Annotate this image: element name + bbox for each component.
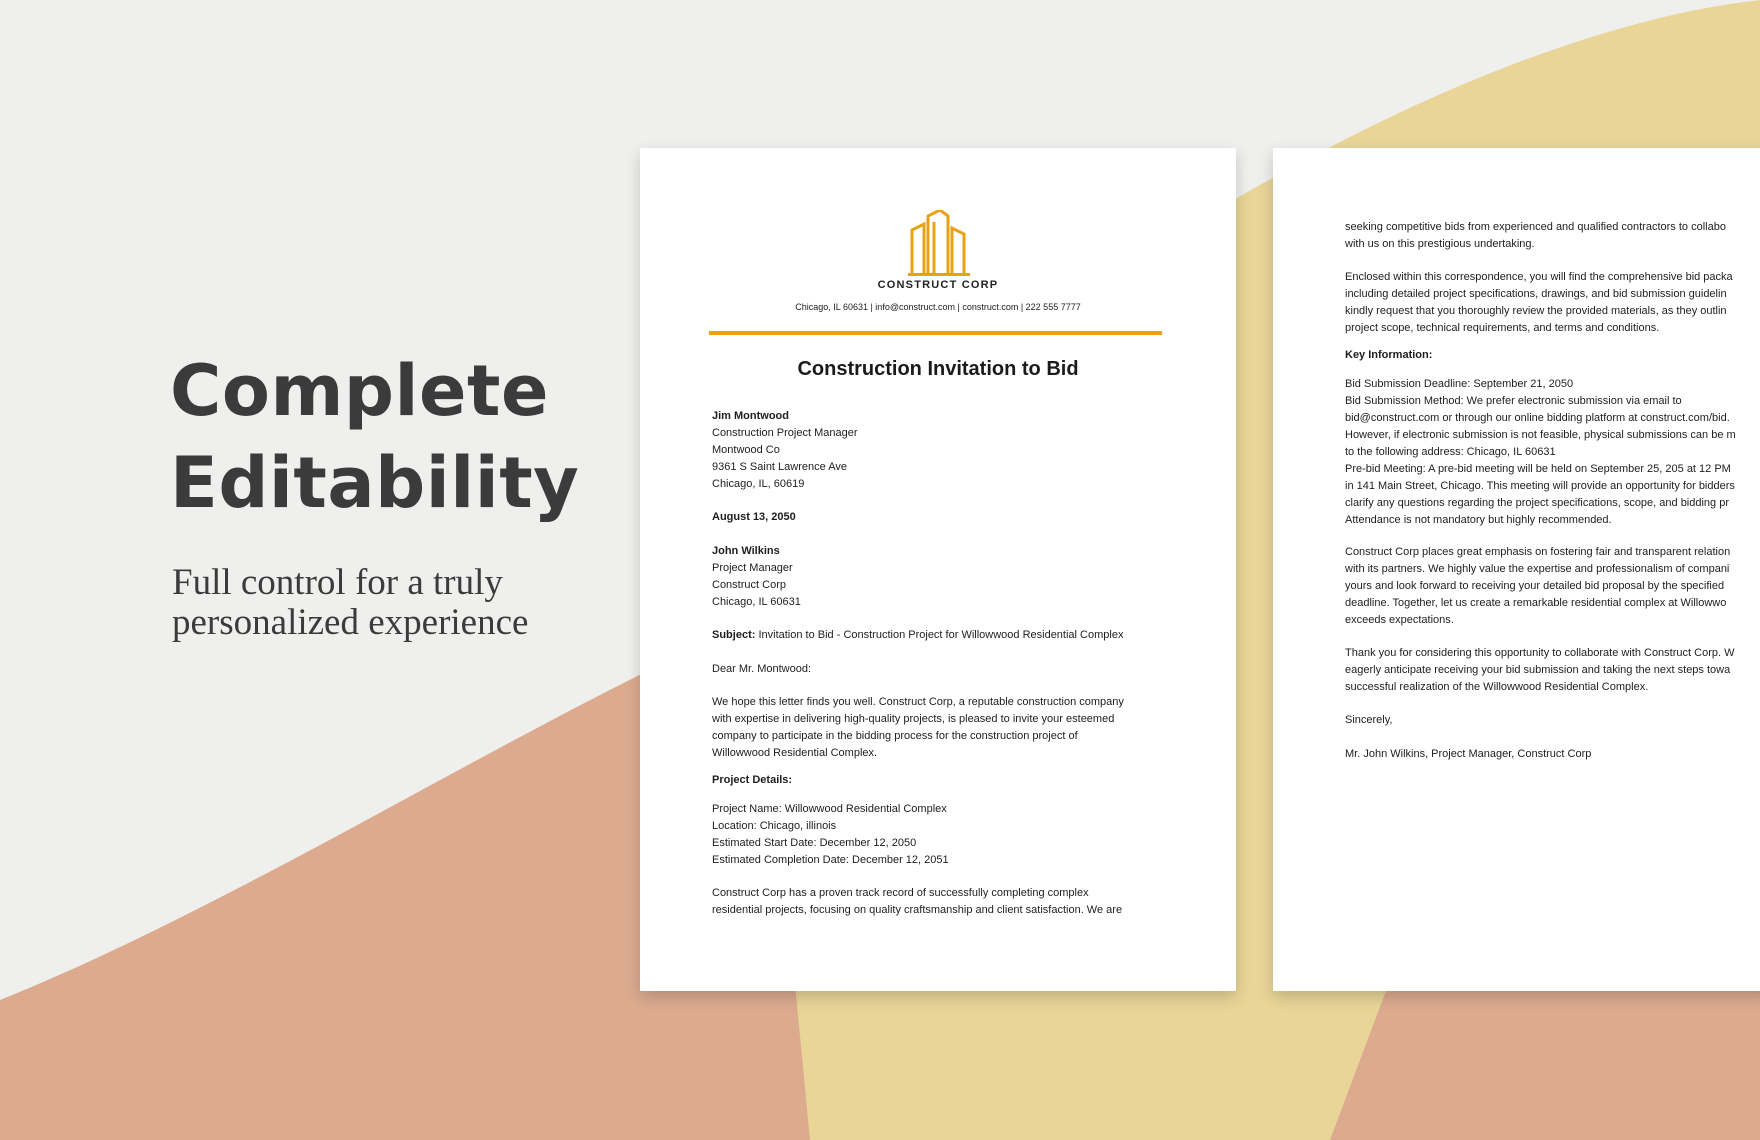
text-line: project scope, technical requirements, and terms and conditions. — [1345, 322, 1660, 334]
intro-paragraph — [712, 694, 1182, 762]
recipient-line: Montwood Co — [712, 444, 780, 456]
text-line: However, if electronic submission is not feasible, physical submissions can be m — [1345, 429, 1736, 441]
hero-title-line1: Complete — [170, 350, 549, 432]
page2-paragraph-2 — [1345, 269, 1760, 337]
page2-paragraph-4 — [1345, 645, 1760, 696]
text-line: kindly request that you thoroughly review the provided materials, as they outlin — [1345, 305, 1727, 317]
hero-title-line2: Editability — [170, 442, 580, 524]
text-line: residential projects, focusing on quality craftsmanship and client satisfaction. We are — [712, 904, 1123, 916]
text-line: with us on this prestigious undertaking. — [1345, 238, 1535, 250]
text-line: Location: Chicago, illinois — [712, 820, 837, 832]
track-record-paragraph — [712, 885, 1182, 919]
text-line: Enclosed within this correspondence, you will find the comprehensive bid packa — [1345, 271, 1733, 283]
sender-block — [712, 543, 1182, 611]
text-line: Attendance is not mandatory but highly recommended. — [1345, 514, 1612, 526]
text-line: Bid Submission Method: We prefer electronic submission via email to — [1345, 395, 1682, 407]
sender-line: Project Manager — [712, 562, 793, 574]
text-line: Willowwood Residential Complex. — [712, 747, 878, 759]
text-line: to the following address: Chicago, IL 60631 — [1345, 446, 1556, 458]
letter-page-1 — [640, 148, 1236, 991]
header-divider — [709, 331, 1162, 335]
hero-subtitle-line2: personalized experience — [172, 602, 529, 643]
salutation: Dear Mr. Montwood: — [712, 663, 812, 675]
signature-line: Mr. John Wilkins, Project Manager, Construct Corp — [1345, 748, 1592, 760]
hero-subtitle — [172, 563, 640, 643]
text-line: yours and look forward to receiving your detailed bid proposal by the specified — [1345, 580, 1725, 592]
text-line: We hope this letter finds you well. Construct Corp, a reputable construction company — [712, 696, 1124, 708]
subject-line — [712, 627, 1182, 644]
document-title: Construction Invitation to Bid — [797, 358, 1079, 380]
text-line: bid@construct.com or through our online bidding platform at construct.com/bid. — [1345, 412, 1730, 424]
text-line: deadline. Together, let us create a remarkable residential complex at Willowwo — [1345, 597, 1727, 609]
recipient-name: Jim Montwood — [712, 410, 789, 422]
text-line: Bid Submission Deadline: September 21, 2050 — [1345, 378, 1574, 390]
key-info-heading: Key Information: — [1345, 349, 1433, 361]
text-line: Pre-bid Meeting: A pre-bid meeting will be held on September 25, 205 at 12 PM — [1345, 463, 1731, 475]
subject-label: Subject: — [712, 629, 756, 641]
letter-page-2 — [1273, 148, 1760, 991]
text-line: Construct Corp has a proven track record of successfully completing complex — [712, 887, 1089, 899]
letter-date: August 13, 2050 — [712, 511, 796, 523]
recipient-line: 9361 S Saint Lawrence Ave — [712, 461, 847, 473]
recipient-line: Construction Project Manager — [712, 427, 858, 439]
recipient-line: Chicago, IL, 60619 — [712, 478, 805, 490]
text-line: successful realization of the Willowwood Residential Complex. — [1345, 681, 1649, 693]
text-line: Thank you for considering this opportunity to collaborate with Construct Corp. W — [1345, 647, 1735, 659]
text-line: Estimated Start Date: December 12, 2050 — [712, 837, 917, 849]
hero-section — [170, 345, 640, 643]
company-name: CONSTRUCT CORP — [877, 279, 999, 291]
text-line: with its partners. We highly value the expertise and professionalism of compani — [1345, 563, 1730, 575]
text-line: Construct Corp places great emphasis on fostering fair and transparent relation — [1345, 546, 1731, 558]
closing: Sincerely, — [1345, 714, 1393, 726]
text-line: in 141 Main Street, Chicago. This meeting will provide an opportunity for bidders — [1345, 480, 1735, 492]
text-line: with expertise in delivering high-quality projects, is pleased to invite your esteemed — [712, 713, 1115, 725]
text-line: exceeds expectations. — [1345, 614, 1454, 626]
building-icon — [908, 210, 970, 276]
sender-line: Chicago, IL 60631 — [712, 596, 801, 608]
text-line: clarify any questions regarding the project specifications, scope, and bidding pr — [1345, 497, 1730, 509]
project-details-heading: Project Details: — [712, 774, 793, 786]
text-line: seeking competitive bids from experienced and qualified contractors to collabo — [1345, 221, 1726, 233]
text-line: including detailed project specifications, drawings, and bid submission guidelin — [1345, 288, 1727, 300]
text-line: Project Name: Willowwood Residential Complex — [712, 803, 947, 815]
recipient-block — [712, 408, 1182, 493]
key-info-list — [1345, 376, 1760, 529]
project-details-list — [712, 801, 1182, 869]
sender-line: Construct Corp — [712, 579, 786, 591]
text-line: company to participate in the bidding process for the construction project of — [712, 730, 1078, 742]
page2-paragraph-1 — [1345, 219, 1760, 253]
company-contact: Chicago, IL 60631 | info@construct.com | construct.com | 222 555 7777 — [795, 302, 1081, 312]
subject-text: Invitation to Bid - Construction Project for Willowwood Residential Complex — [755, 629, 1124, 641]
hero-subtitle-line1: Full control for a truly — [172, 562, 503, 603]
text-line: eagerly anticipate receiving your bid submission and taking the next steps towa — [1345, 664, 1731, 676]
page2-paragraph-3 — [1345, 544, 1760, 629]
hero-title — [170, 345, 640, 529]
text-line: Estimated Completion Date: December 12, 2051 — [712, 854, 949, 866]
sender-name: John Wilkins — [712, 545, 780, 557]
